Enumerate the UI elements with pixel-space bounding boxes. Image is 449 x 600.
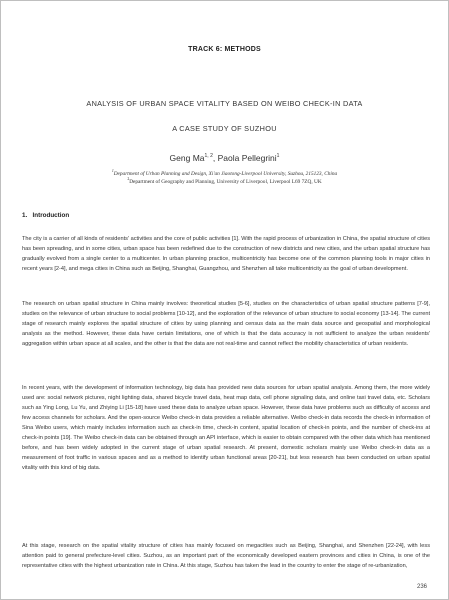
paper-title: ANALYSIS OF URBAN SPACE VITALITY BASED ON WEIBO CHECK-IN DATA xyxy=(86,99,363,108)
body-paragraph: The research on urban spatial structure in China mainly involves: theoretical studies [5-6], studies on the characteristics of urban spatial structure patterns [7-9], studies on the relevance of urban structure to social problems [10-12], and the exploration of the relevance of urban structure to social economy [13-14]. The current stage of research mainly explores the spatial structure of cities by using planning and census data as the main data source and geospatial and morphological analysis as the method. However, these data have certain limitations, one of which is that the data accuracy is not sufficient to analyze the urban residents' aggregation within urban space at all scales, and the other is that the data are not real-time and cannot reflect the mobility characteristics of urban residents. xyxy=(22,300,430,347)
affiliation-1 xyxy=(1,169,448,177)
author-affiliation-marker: 1, 2 xyxy=(204,153,213,160)
author-name: Paola Pellegrini xyxy=(217,153,277,163)
author-separator: , xyxy=(212,153,218,163)
affiliation-2 xyxy=(1,177,448,185)
author-name: Geng Ma xyxy=(169,153,205,163)
page-number: 236 xyxy=(416,584,427,590)
affiliation-text: Department of Urban Planning and Design, Xi'an Jiaotong-Liverpool University, Suzhou, 215123, China xyxy=(113,170,338,177)
body-paragraph: In recent years, with the development of information technology, big data has provided new data sources for urban spatial analysis. Among them, the more widely used are: social network pictures, night lighting data, shared bicycle travel data, heat map data, cell phone signaling data, and online taxi travel data, etc. Scholars such as Ying Long, Lu Yu, and Zhiying Li [15-18] have used these data to analyze urban space. However, these data have problems such as difficulty of access and few access channels for scholars. And the open-source Weibo check-in data provides a reliable alternative. Weibo check-in data records the check-in information of Sina Weibo users, which mainly includes information such as check-in time, check-in content, spatial location of check-in points, and the number of check-ins at check-in points [19]. The Weibo check-in data can be obtained through an API interface, which is easier to obtain compared with the other data which has mentioned before, and has been widely adopted in the current stage of urban spatial research. At present, domestic scholars mainly use Weibo check-in data as a measurement of foot traffic in various spaces and as a method to identify urban functional areas [20-21], but less research has been conducted on urban spatial vitality with this kind of big data. xyxy=(22,384,430,471)
author-line xyxy=(1,153,448,163)
affiliation-marker: 2 xyxy=(127,177,130,181)
body-paragraph: The city is a carrier of all kinds of residents' activities and the core of public activities [1]. With the rapid process of urbanization in China, the spatial structure of cities has been spreading, and in some cities, urban space has been redefined due to the construction of new districts and new cities, and the urban spatial structure has gradually evolved from a single center to a multicenter. In urban planning practice, multicentricity has become one of the common planning tools in major cities in recent years [2-4], and mega cities in China such as Beijing, Shanghai, Guangzhou, and Shenzhen all take multicentricity as the goal of urban development. xyxy=(22,235,430,272)
affiliation-marker: 1 xyxy=(111,169,114,173)
section-heading: 1. Introduction xyxy=(22,212,70,219)
paper-subtitle: A CASE STUDY OF SUZHOU xyxy=(172,124,277,133)
track-header: TRACK 6: METHODS xyxy=(188,46,261,53)
body-paragraph: At this stage, research on the spatial vitality structure of cities has mainly focused on megacities such as Beijing, Shanghai, and Shenzhen [22-24], with less attention paid to general prefecture-level cities. Suzhou, as an important part of the economically developed eastern provinces and cities in China, is one of the representative cities with the highest urbanization rate in China. At this stage, Suzhou has taken the lead in the country to enter the stage of re-urbanization, xyxy=(22,542,430,569)
affiliation-text: Department of Geography and Planning, University of Liverpool, Liverpool L69 7ZQ, UK xyxy=(129,178,322,185)
author-affiliation-marker: 1 xyxy=(276,153,280,160)
